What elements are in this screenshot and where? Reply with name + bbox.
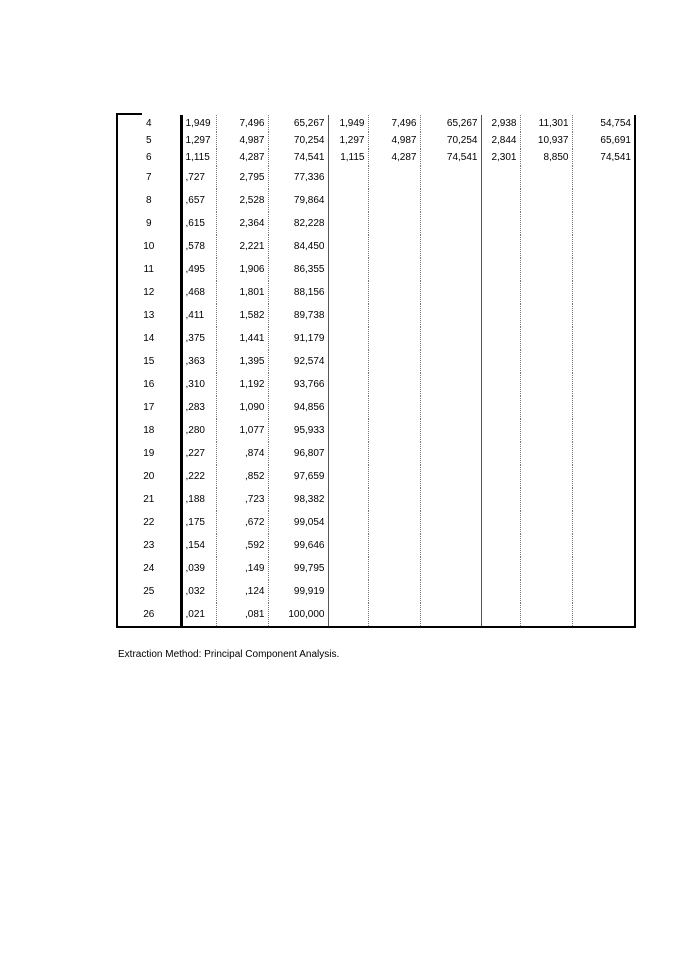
initial-cumulative-cell: 99,795 bbox=[268, 557, 328, 580]
extraction-variance-cell bbox=[368, 166, 420, 189]
rotation-variance-cell bbox=[520, 603, 572, 627]
rotation-cumulative-cell bbox=[572, 442, 635, 465]
rotation-variance-cell bbox=[520, 373, 572, 396]
rotation-total-cell bbox=[481, 212, 520, 235]
extraction-cumulative-cell bbox=[420, 557, 481, 580]
extraction-cumulative-cell bbox=[420, 304, 481, 327]
rotation-cumulative-cell bbox=[572, 488, 635, 511]
extraction-variance-cell bbox=[368, 327, 420, 350]
extraction-cumulative-cell bbox=[420, 212, 481, 235]
component-cell: 7 bbox=[117, 166, 181, 189]
initial-cumulative-cell: 92,574 bbox=[268, 350, 328, 373]
initial-variance-cell: ,672 bbox=[216, 511, 268, 534]
extraction-total-cell bbox=[328, 488, 368, 511]
extraction-total-cell bbox=[328, 534, 368, 557]
rotation-variance-cell: 8,850 bbox=[520, 149, 572, 166]
extraction-total-cell bbox=[328, 189, 368, 212]
table-body bbox=[117, 115, 635, 627]
rotation-total-cell bbox=[481, 442, 520, 465]
extraction-cumulative-cell bbox=[420, 396, 481, 419]
component-cell: 24 bbox=[117, 557, 181, 580]
extraction-variance-cell bbox=[368, 304, 420, 327]
rotation-cumulative-cell: 74,541 bbox=[572, 149, 635, 166]
table-row bbox=[117, 327, 635, 350]
rotation-total-cell bbox=[481, 235, 520, 258]
rotation-total-cell bbox=[481, 166, 520, 189]
table-row bbox=[117, 166, 635, 189]
initial-total-cell: ,154 bbox=[181, 534, 216, 557]
initial-variance-cell: ,081 bbox=[216, 603, 268, 627]
table-row bbox=[117, 534, 635, 557]
extraction-total-cell bbox=[328, 373, 368, 396]
extraction-variance-cell bbox=[368, 488, 420, 511]
extraction-total-cell bbox=[328, 258, 368, 281]
component-cell: 8 bbox=[117, 189, 181, 212]
rotation-total-cell bbox=[481, 327, 520, 350]
rotation-cumulative-cell bbox=[572, 235, 635, 258]
rotation-total-cell bbox=[481, 189, 520, 212]
table-row bbox=[117, 235, 635, 258]
initial-total-cell: ,175 bbox=[181, 511, 216, 534]
initial-variance-cell: 2,364 bbox=[216, 212, 268, 235]
initial-cumulative-cell: 99,054 bbox=[268, 511, 328, 534]
rotation-total-cell bbox=[481, 557, 520, 580]
table-row bbox=[117, 189, 635, 212]
extraction-total-cell bbox=[328, 235, 368, 258]
table-row bbox=[117, 281, 635, 304]
initial-variance-cell: 2,528 bbox=[216, 189, 268, 212]
initial-total-cell: ,227 bbox=[181, 442, 216, 465]
component-cell: 23 bbox=[117, 534, 181, 557]
table-row bbox=[117, 419, 635, 442]
extraction-variance-cell: 4,987 bbox=[368, 132, 420, 149]
component-cell: 22 bbox=[117, 511, 181, 534]
table-row bbox=[117, 511, 635, 534]
rotation-cumulative-cell: 54,754 bbox=[572, 115, 635, 132]
initial-cumulative-cell: 99,919 bbox=[268, 580, 328, 603]
extraction-variance-cell bbox=[368, 419, 420, 442]
extraction-variance-cell bbox=[368, 373, 420, 396]
extraction-cumulative-cell bbox=[420, 281, 481, 304]
initial-cumulative-cell: 100,000 bbox=[268, 603, 328, 627]
initial-total-cell: ,283 bbox=[181, 396, 216, 419]
component-cell: 25 bbox=[117, 580, 181, 603]
initial-total-cell: ,411 bbox=[181, 304, 216, 327]
extraction-variance-cell bbox=[368, 189, 420, 212]
extraction-cumulative-cell bbox=[420, 442, 481, 465]
initial-variance-cell: 2,221 bbox=[216, 235, 268, 258]
rotation-total-cell bbox=[481, 511, 520, 534]
extraction-cumulative-cell bbox=[420, 166, 481, 189]
initial-cumulative-cell: 70,254 bbox=[268, 132, 328, 149]
table-row bbox=[117, 603, 635, 627]
extraction-cumulative-cell: 65,267 bbox=[420, 115, 481, 132]
table-row bbox=[117, 442, 635, 465]
extraction-variance-cell bbox=[368, 235, 420, 258]
rotation-variance-cell bbox=[520, 235, 572, 258]
initial-cumulative-cell: 99,646 bbox=[268, 534, 328, 557]
extraction-total-cell bbox=[328, 557, 368, 580]
extraction-total-cell bbox=[328, 603, 368, 627]
extraction-cumulative-cell bbox=[420, 419, 481, 442]
rotation-variance-cell bbox=[520, 557, 572, 580]
extraction-total-cell bbox=[328, 465, 368, 488]
extraction-total-cell bbox=[328, 281, 368, 304]
extraction-variance-cell bbox=[368, 465, 420, 488]
rotation-variance-cell bbox=[520, 327, 572, 350]
rotation-total-cell bbox=[481, 603, 520, 627]
extraction-variance-cell: 4,287 bbox=[368, 149, 420, 166]
extraction-total-cell bbox=[328, 580, 368, 603]
rotation-variance-cell bbox=[520, 258, 572, 281]
initial-total-cell: 1,949 bbox=[181, 115, 216, 132]
initial-variance-cell: 1,192 bbox=[216, 373, 268, 396]
extraction-variance-cell: 7,496 bbox=[368, 115, 420, 132]
initial-variance-cell: 1,090 bbox=[216, 396, 268, 419]
component-cell: 26 bbox=[117, 603, 181, 627]
rotation-variance-cell bbox=[520, 396, 572, 419]
rotation-cumulative-cell bbox=[572, 166, 635, 189]
extraction-total-cell bbox=[328, 304, 368, 327]
extraction-cumulative-cell bbox=[420, 373, 481, 396]
initial-total-cell: ,578 bbox=[181, 235, 216, 258]
initial-total-cell: ,657 bbox=[181, 189, 216, 212]
initial-cumulative-cell: 95,933 bbox=[268, 419, 328, 442]
initial-total-cell: ,495 bbox=[181, 258, 216, 281]
extraction-total-cell: 1,297 bbox=[328, 132, 368, 149]
component-cell: 12 bbox=[117, 281, 181, 304]
rotation-cumulative-cell bbox=[572, 281, 635, 304]
initial-variance-cell: ,124 bbox=[216, 580, 268, 603]
extraction-total-cell bbox=[328, 511, 368, 534]
extraction-cumulative-cell bbox=[420, 580, 481, 603]
initial-cumulative-cell: 94,856 bbox=[268, 396, 328, 419]
rotation-total-cell bbox=[481, 258, 520, 281]
initial-cumulative-cell: 98,382 bbox=[268, 488, 328, 511]
rotation-variance-cell bbox=[520, 442, 572, 465]
rotation-cumulative-cell bbox=[572, 557, 635, 580]
initial-cumulative-cell: 93,766 bbox=[268, 373, 328, 396]
rotation-cumulative-cell bbox=[572, 212, 635, 235]
rotation-total-cell: 2,844 bbox=[481, 132, 520, 149]
table-row bbox=[117, 304, 635, 327]
rotation-variance-cell bbox=[520, 350, 572, 373]
initial-total-cell: ,468 bbox=[181, 281, 216, 304]
extraction-variance-cell bbox=[368, 580, 420, 603]
table-row bbox=[117, 396, 635, 419]
table-row bbox=[117, 350, 635, 373]
extraction-total-cell bbox=[328, 442, 368, 465]
rotation-total-cell: 2,938 bbox=[481, 115, 520, 132]
initial-total-cell: ,280 bbox=[181, 419, 216, 442]
initial-cumulative-cell: 91,179 bbox=[268, 327, 328, 350]
initial-cumulative-cell: 84,450 bbox=[268, 235, 328, 258]
table-row bbox=[117, 212, 635, 235]
extraction-cumulative-cell bbox=[420, 258, 481, 281]
initial-variance-cell: 7,496 bbox=[216, 115, 268, 132]
rotation-total-cell bbox=[481, 350, 520, 373]
extraction-cumulative-cell bbox=[420, 603, 481, 627]
initial-cumulative-cell: 89,738 bbox=[268, 304, 328, 327]
initial-variance-cell: ,592 bbox=[216, 534, 268, 557]
table-row bbox=[117, 373, 635, 396]
table-row bbox=[117, 132, 635, 149]
extraction-variance-cell bbox=[368, 212, 420, 235]
rotation-cumulative-cell bbox=[572, 419, 635, 442]
component-cell: 18 bbox=[117, 419, 181, 442]
initial-total-cell: ,727 bbox=[181, 166, 216, 189]
initial-variance-cell: ,874 bbox=[216, 442, 268, 465]
table-row bbox=[117, 465, 635, 488]
extraction-cumulative-cell bbox=[420, 327, 481, 350]
extraction-total-cell bbox=[328, 396, 368, 419]
rotation-variance-cell: 11,301 bbox=[520, 115, 572, 132]
initial-variance-cell: 1,395 bbox=[216, 350, 268, 373]
component-cell: 16 bbox=[117, 373, 181, 396]
component-cell: 11 bbox=[117, 258, 181, 281]
extraction-cumulative-cell bbox=[420, 511, 481, 534]
component-cell: 9 bbox=[117, 212, 181, 235]
component-cell: 6 bbox=[117, 149, 181, 166]
initial-total-cell: ,021 bbox=[181, 603, 216, 627]
rotation-variance-cell bbox=[520, 212, 572, 235]
table-row bbox=[117, 580, 635, 603]
extraction-total-cell bbox=[328, 350, 368, 373]
rotation-total-cell bbox=[481, 419, 520, 442]
initial-variance-cell: 1,906 bbox=[216, 258, 268, 281]
rotation-variance-cell bbox=[520, 488, 572, 511]
extraction-total-cell bbox=[328, 166, 368, 189]
component-cell: 15 bbox=[117, 350, 181, 373]
component-cell: 17 bbox=[117, 396, 181, 419]
rotation-cumulative-cell bbox=[572, 350, 635, 373]
rotation-variance-cell bbox=[520, 465, 572, 488]
initial-cumulative-cell: 79,864 bbox=[268, 189, 328, 212]
component-cell: 14 bbox=[117, 327, 181, 350]
extraction-cumulative-cell bbox=[420, 189, 481, 212]
extraction-total-cell: 1,949 bbox=[328, 115, 368, 132]
extraction-variance-cell bbox=[368, 511, 420, 534]
rotation-cumulative-cell bbox=[572, 304, 635, 327]
extraction-variance-cell bbox=[368, 534, 420, 557]
rotation-total-cell bbox=[481, 465, 520, 488]
extraction-variance-cell bbox=[368, 442, 420, 465]
table-row bbox=[117, 488, 635, 511]
rotation-cumulative-cell bbox=[572, 258, 635, 281]
extraction-cumulative-cell bbox=[420, 235, 481, 258]
initial-cumulative-cell: 82,228 bbox=[268, 212, 328, 235]
initial-cumulative-cell: 74,541 bbox=[268, 149, 328, 166]
rotation-total-cell bbox=[481, 534, 520, 557]
extraction-variance-cell bbox=[368, 281, 420, 304]
component-cell: 20 bbox=[117, 465, 181, 488]
rotation-cumulative-cell bbox=[572, 327, 635, 350]
table-row bbox=[117, 258, 635, 281]
rotation-cumulative-cell bbox=[572, 580, 635, 603]
rotation-cumulative-cell bbox=[572, 534, 635, 557]
initial-variance-cell: 2,795 bbox=[216, 166, 268, 189]
initial-total-cell: ,615 bbox=[181, 212, 216, 235]
initial-total-cell: ,188 bbox=[181, 488, 216, 511]
initial-total-cell: ,222 bbox=[181, 465, 216, 488]
rotation-variance-cell bbox=[520, 281, 572, 304]
rotation-total-cell bbox=[481, 580, 520, 603]
rotation-variance-cell bbox=[520, 580, 572, 603]
rotation-cumulative-cell bbox=[572, 511, 635, 534]
rotation-variance-cell bbox=[520, 534, 572, 557]
initial-total-cell: ,375 bbox=[181, 327, 216, 350]
initial-variance-cell: 4,987 bbox=[216, 132, 268, 149]
initial-cumulative-cell: 88,156 bbox=[268, 281, 328, 304]
rotation-cumulative-cell bbox=[572, 465, 635, 488]
extraction-cumulative-cell bbox=[420, 350, 481, 373]
component-cell: 19 bbox=[117, 442, 181, 465]
initial-variance-cell: 1,582 bbox=[216, 304, 268, 327]
extraction-cumulative-cell bbox=[420, 488, 481, 511]
table-row bbox=[117, 149, 635, 166]
rotation-total-cell bbox=[481, 304, 520, 327]
table-row bbox=[117, 115, 635, 132]
component-cell: 5 bbox=[117, 132, 181, 149]
initial-total-cell: 1,297 bbox=[181, 132, 216, 149]
component-cell: 21 bbox=[117, 488, 181, 511]
extraction-variance-cell bbox=[368, 557, 420, 580]
rotation-cumulative-cell bbox=[572, 603, 635, 627]
extraction-cumulative-cell: 70,254 bbox=[420, 132, 481, 149]
extraction-variance-cell bbox=[368, 350, 420, 373]
extraction-total-cell bbox=[328, 419, 368, 442]
initial-total-cell: ,363 bbox=[181, 350, 216, 373]
initial-cumulative-cell: 86,355 bbox=[268, 258, 328, 281]
component-cell: 13 bbox=[117, 304, 181, 327]
rotation-variance-cell: 10,937 bbox=[520, 132, 572, 149]
extraction-cumulative-cell bbox=[420, 465, 481, 488]
initial-variance-cell: 1,801 bbox=[216, 281, 268, 304]
initial-cumulative-cell: 65,267 bbox=[268, 115, 328, 132]
rotation-variance-cell bbox=[520, 419, 572, 442]
initial-variance-cell: ,149 bbox=[216, 557, 268, 580]
initial-total-cell: 1,115 bbox=[181, 149, 216, 166]
rotation-variance-cell bbox=[520, 304, 572, 327]
initial-cumulative-cell: 96,807 bbox=[268, 442, 328, 465]
rotation-total-cell bbox=[481, 281, 520, 304]
extraction-total-cell bbox=[328, 212, 368, 235]
total-variance-explained-table bbox=[116, 115, 636, 628]
extraction-cumulative-cell: 74,541 bbox=[420, 149, 481, 166]
rotation-variance-cell bbox=[520, 166, 572, 189]
rotation-total-cell bbox=[481, 373, 520, 396]
initial-cumulative-cell: 77,336 bbox=[268, 166, 328, 189]
initial-cumulative-cell: 97,659 bbox=[268, 465, 328, 488]
initial-total-cell: ,039 bbox=[181, 557, 216, 580]
rotation-variance-cell bbox=[520, 189, 572, 212]
initial-total-cell: ,032 bbox=[181, 580, 216, 603]
extraction-variance-cell bbox=[368, 258, 420, 281]
footnote-extraction-method: Extraction Method: Principal Component Analysis. bbox=[118, 649, 340, 660]
initial-variance-cell: ,723 bbox=[216, 488, 268, 511]
rotation-total-cell: 2,301 bbox=[481, 149, 520, 166]
rotation-cumulative-cell bbox=[572, 373, 635, 396]
rotation-total-cell bbox=[481, 396, 520, 419]
component-cell: 4 bbox=[117, 115, 181, 132]
initial-total-cell: ,310 bbox=[181, 373, 216, 396]
component-cell: 10 bbox=[117, 235, 181, 258]
rotation-variance-cell bbox=[520, 511, 572, 534]
initial-variance-cell: 1,077 bbox=[216, 419, 268, 442]
initial-variance-cell: 4,287 bbox=[216, 149, 268, 166]
rotation-cumulative-cell bbox=[572, 396, 635, 419]
variance-table-container bbox=[116, 115, 636, 628]
initial-variance-cell: ,852 bbox=[216, 465, 268, 488]
initial-variance-cell: 1,441 bbox=[216, 327, 268, 350]
extraction-total-cell bbox=[328, 327, 368, 350]
rotation-cumulative-cell: 65,691 bbox=[572, 132, 635, 149]
extraction-variance-cell bbox=[368, 603, 420, 627]
extraction-total-cell: 1,115 bbox=[328, 149, 368, 166]
rotation-total-cell bbox=[481, 488, 520, 511]
table-row bbox=[117, 557, 635, 580]
rotation-cumulative-cell bbox=[572, 189, 635, 212]
extraction-variance-cell bbox=[368, 396, 420, 419]
extraction-cumulative-cell bbox=[420, 534, 481, 557]
